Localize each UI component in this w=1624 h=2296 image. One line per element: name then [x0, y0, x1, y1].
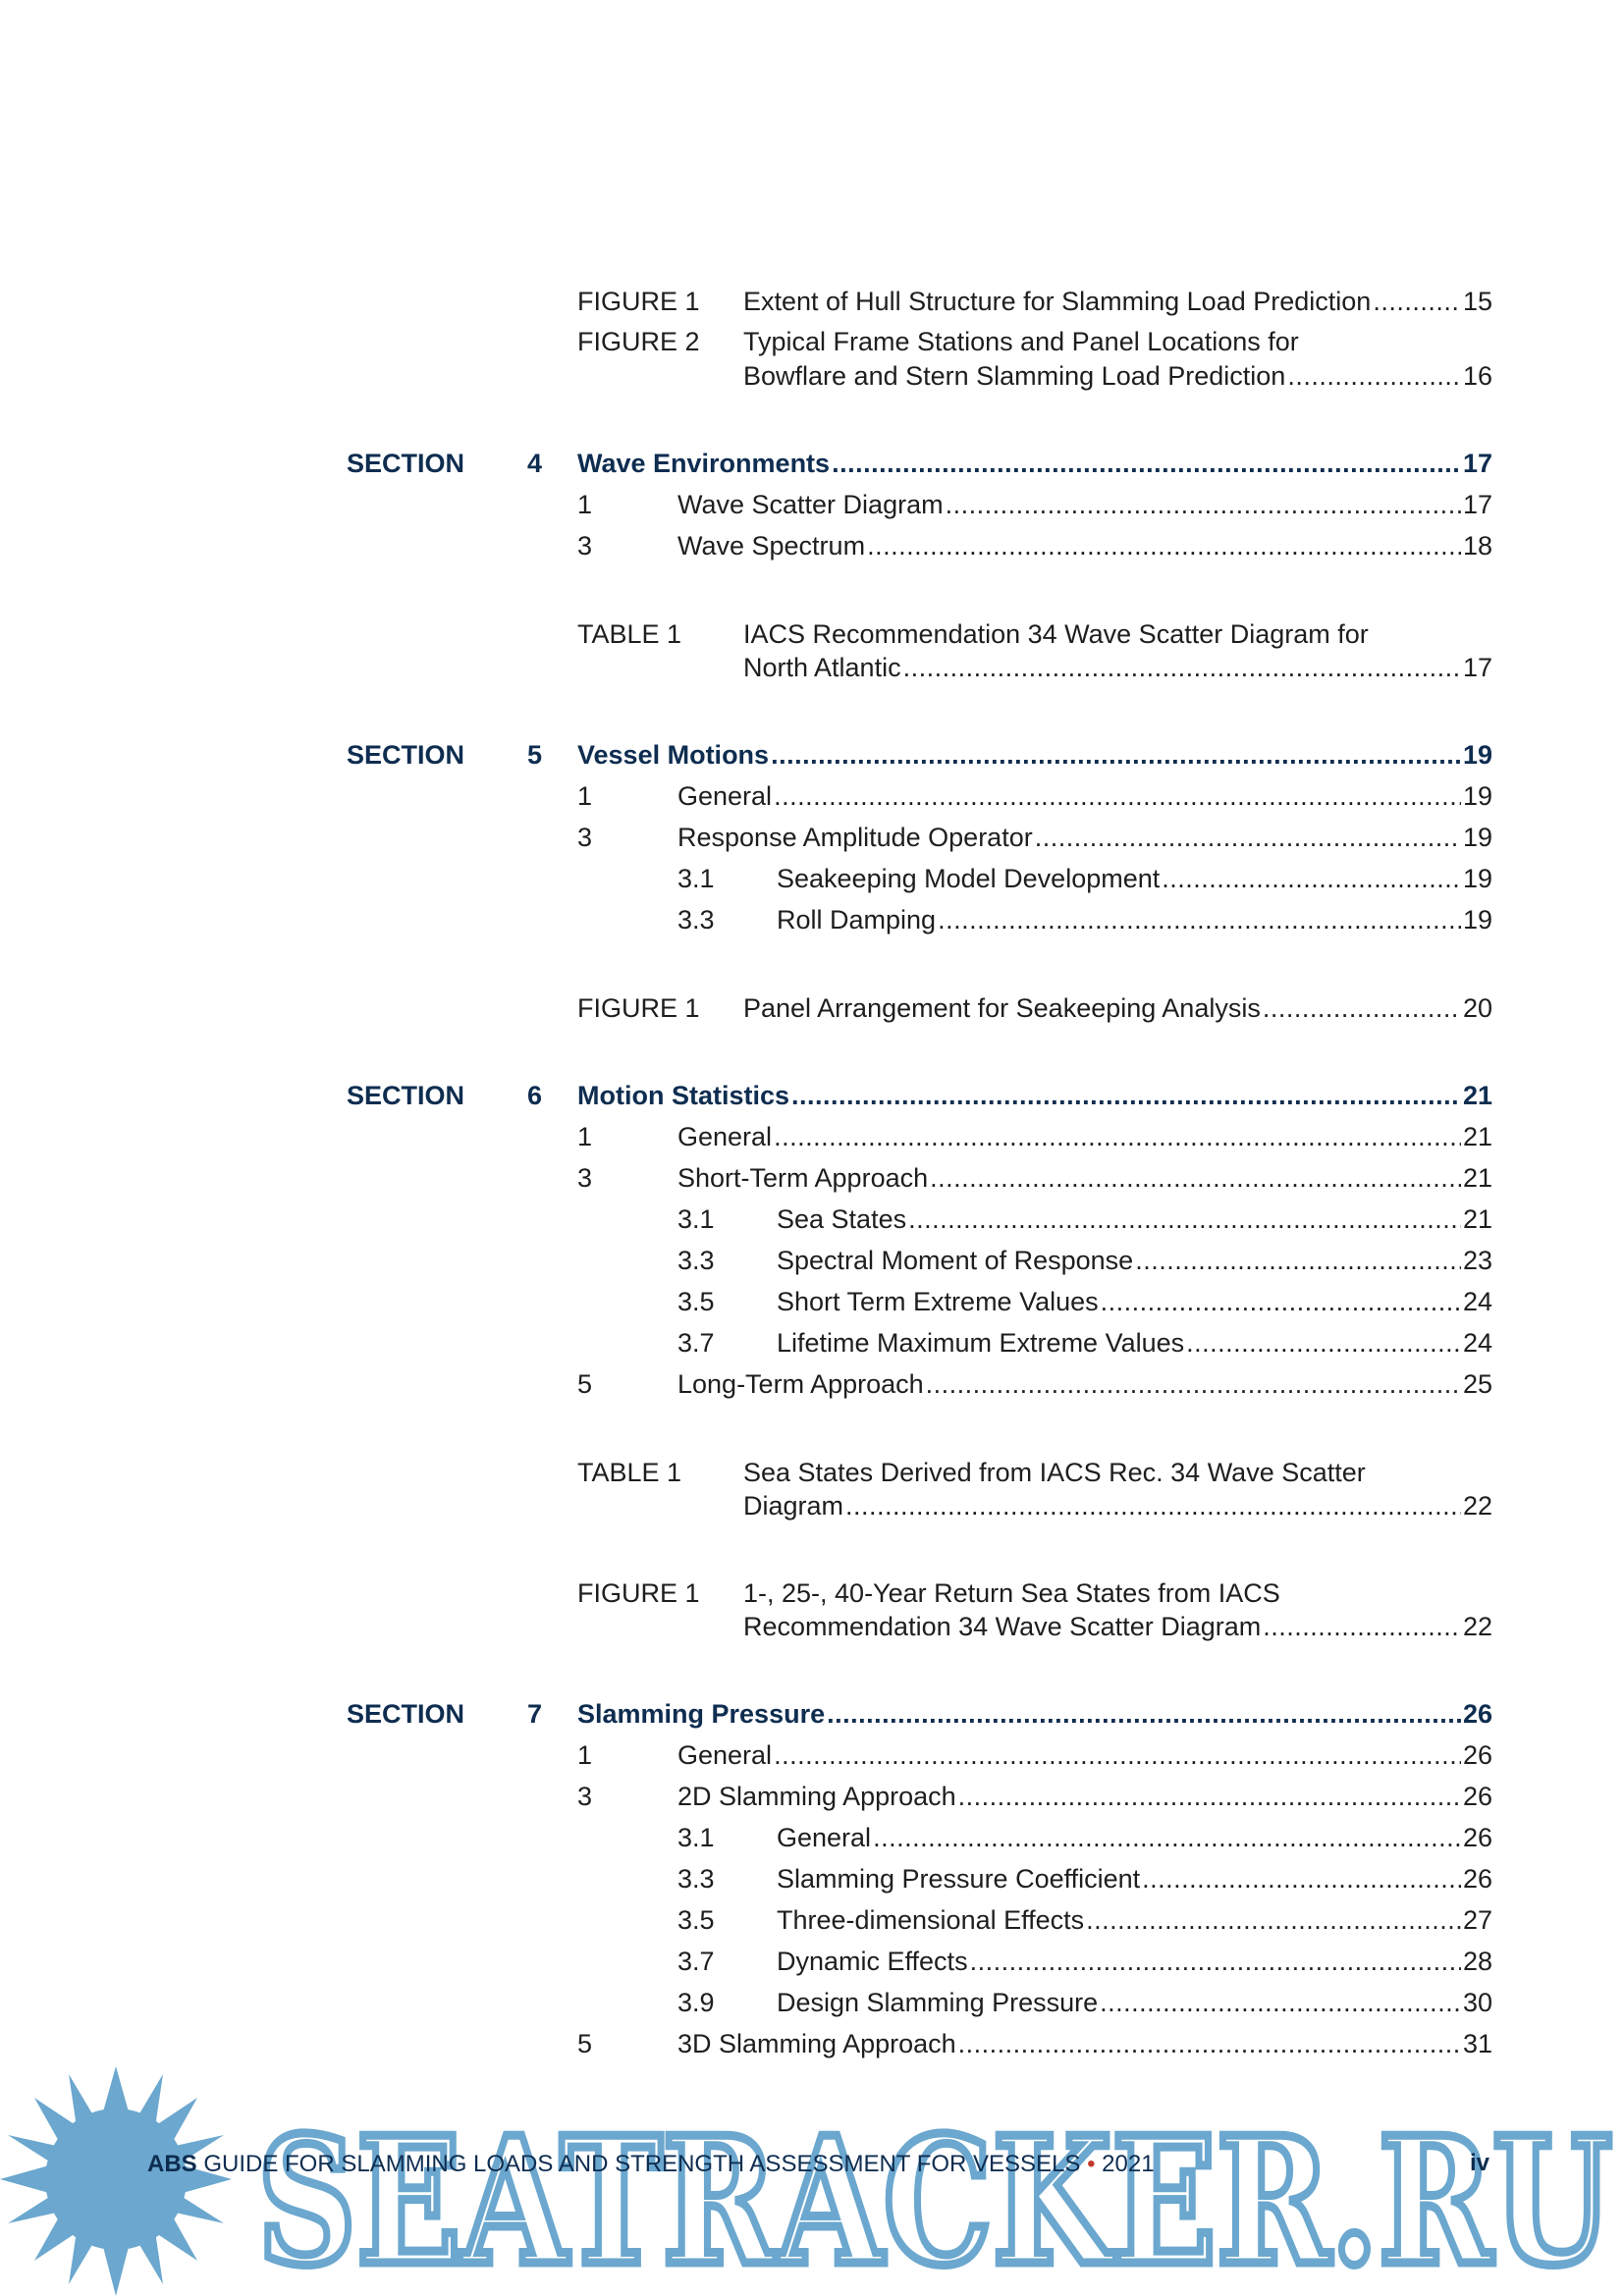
leader-dots	[771, 738, 1461, 772]
section-number: 5	[527, 740, 543, 770]
entry-title: General	[677, 1740, 773, 1770]
toc-entry[interactable]	[677, 1367, 1492, 1401]
leader-dots	[867, 529, 1461, 562]
page-number: 22	[1462, 1612, 1492, 1641]
subitem-number: 3.7	[677, 1328, 715, 1358]
footer-page-number: iv	[1470, 2150, 1490, 2176]
leader-dots	[1162, 862, 1461, 895]
leader-dots	[1135, 1244, 1461, 1277]
leader-dots	[1186, 1326, 1461, 1360]
item-number: 3	[577, 531, 593, 561]
section-label: SECTION	[347, 449, 465, 478]
page-number: 26	[1462, 1823, 1492, 1852]
table-label: TABLE 1	[577, 1458, 682, 1487]
section-title: Motion Statistics	[577, 1081, 790, 1110]
entry-title: Wave Scatter Diagram	[677, 490, 944, 519]
subitem-number: 3.3	[677, 1864, 715, 1894]
entry-title: Design Slamming Pressure	[777, 1988, 1099, 2017]
leader-dots	[774, 779, 1461, 813]
section-title: Slamming Pressure	[577, 1699, 826, 1729]
leader-dots	[903, 651, 1461, 684]
page-number: 28	[1462, 1947, 1492, 1976]
section-label: SECTION	[347, 740, 465, 770]
toc-entry[interactable]	[677, 1780, 1492, 1813]
section-heading[interactable]	[577, 447, 1492, 480]
entry-title: Slamming Pressure Coefficient	[777, 1864, 1141, 1894]
page-number: 30	[1462, 1988, 1492, 2017]
toc-entry[interactable]	[677, 2027, 1492, 2060]
table-label: TABLE 1	[577, 619, 682, 649]
item-number: 1	[577, 1122, 593, 1151]
toc-entry[interactable]	[677, 488, 1492, 521]
entry-title: Typical Frame Stations and Panel Locations for	[743, 327, 1299, 356]
toc-entry[interactable]	[743, 285, 1492, 318]
subitem-number: 3.1	[677, 864, 715, 893]
item-number: 3	[577, 1782, 593, 1811]
entry-title: Bowflare and Stern Slamming Load Prediction	[743, 361, 1286, 391]
page-number: 17	[1462, 653, 1492, 682]
page-footer	[147, 2150, 1155, 2179]
page-number: 15	[1462, 287, 1492, 316]
item-number: 1	[577, 1740, 593, 1770]
toc-entry[interactable]	[777, 1244, 1492, 1277]
section-title: Wave Environments	[577, 449, 831, 478]
section-heading[interactable]	[577, 1079, 1492, 1112]
item-number: 1	[577, 490, 593, 519]
item-number: 1	[577, 781, 593, 811]
item-number: 3	[577, 823, 593, 852]
leader-dots	[1100, 1986, 1461, 2019]
toc-entry[interactable]	[777, 1986, 1492, 2019]
toc-entry[interactable]	[743, 651, 1492, 684]
page-number: 17	[1462, 490, 1492, 519]
entry-title: Sea States Derived from IACS Rec. 34 Wave Scatter	[743, 1458, 1366, 1487]
footer-brand: ABS	[147, 2151, 197, 2177]
watermark-text: SEATRACKER.RU	[257, 2099, 1612, 2296]
page-number: 24	[1462, 1328, 1492, 1358]
footer-bullet: •	[1087, 2151, 1096, 2177]
subitem-number: 3.3	[677, 905, 715, 934]
entry-title: General	[777, 1823, 872, 1852]
page-number: 21	[1462, 1204, 1492, 1234]
toc-entry[interactable]	[777, 903, 1492, 936]
page-number: 19	[1462, 740, 1492, 770]
leader-dots	[1287, 359, 1461, 393]
entry-title: Recommendation 34 Wave Scatter Diagram	[743, 1612, 1262, 1641]
page-number: 19	[1462, 864, 1492, 893]
leader-dots	[1035, 821, 1461, 854]
entry-title: Response Amplitude Operator	[677, 823, 1033, 852]
section-number: 7	[527, 1699, 543, 1729]
leader-dots	[1263, 1610, 1461, 1643]
page-number: 26	[1462, 1782, 1492, 1811]
toc-entry[interactable]	[777, 1326, 1492, 1360]
subitem-number: 3.9	[677, 1988, 715, 2017]
leader-dots	[832, 447, 1461, 480]
figure-label: FIGURE 1	[577, 1578, 700, 1608]
subitem-number: 3.3	[677, 1246, 715, 1275]
section-heading[interactable]	[577, 1697, 1492, 1731]
page-number: 25	[1462, 1369, 1492, 1399]
leader-dots	[1086, 1903, 1461, 1937]
entry-title: Spectral Moment of Response	[777, 1246, 1134, 1275]
section-number: 4	[527, 449, 543, 478]
page-number: 16	[1462, 361, 1492, 391]
entry-title: General	[677, 781, 773, 811]
leader-dots	[845, 1489, 1461, 1522]
item-number: 3	[577, 1163, 593, 1193]
leader-dots	[873, 1821, 1461, 1854]
page-number: 27	[1462, 1905, 1492, 1935]
entry-title: Seakeeping Model Development	[777, 864, 1161, 893]
subitem-number: 3.1	[677, 1204, 715, 1234]
section-label: SECTION	[347, 1699, 465, 1729]
page-number: 19	[1462, 823, 1492, 852]
leader-dots	[930, 1161, 1461, 1195]
leader-dots	[1373, 285, 1461, 318]
toc-entry[interactable]	[743, 359, 1492, 393]
leader-dots	[1101, 1285, 1461, 1318]
toc-entry[interactable]	[777, 1821, 1492, 1854]
page-number: 23	[1462, 1246, 1492, 1275]
page-number: 31	[1462, 2029, 1492, 2058]
entry-title: 3D Slamming Approach	[677, 2029, 956, 2058]
toc-entry[interactable]	[777, 1285, 1492, 1318]
watermark	[0, 2066, 1624, 2296]
entry-title: Panel Arrangement for Seakeeping Analysis	[743, 993, 1261, 1023]
page-number: 26	[1462, 1699, 1492, 1729]
leader-dots	[774, 1120, 1461, 1153]
toc-entry[interactable]	[743, 1610, 1492, 1643]
section-title: Vessel Motions	[577, 740, 770, 770]
sun-burst-icon	[0, 2066, 232, 2296]
toc-entry[interactable]	[777, 1202, 1492, 1236]
subitem-number: 3.1	[677, 1823, 715, 1852]
page-number: 21	[1462, 1122, 1492, 1151]
subitem-number: 3.5	[677, 1905, 715, 1935]
toc-entry[interactable]	[777, 1945, 1492, 1978]
leader-dots	[827, 1697, 1461, 1731]
leader-dots	[774, 1738, 1461, 1772]
toc-entry[interactable]	[677, 1161, 1492, 1195]
page-number: 17	[1462, 449, 1492, 478]
toc-entry[interactable]	[677, 529, 1492, 562]
toc-entry[interactable]	[777, 1903, 1492, 1937]
entry-title: North Atlantic	[743, 653, 901, 682]
leader-dots	[946, 488, 1461, 521]
entry-title: Dynamic Effects	[777, 1947, 968, 1976]
toc-entry[interactable]	[677, 1120, 1492, 1153]
toc-entry[interactable]	[777, 862, 1492, 895]
entry-title: IACS Recommendation 34 Wave Scatter Diagram for	[743, 619, 1369, 649]
footer-title: GUIDE FOR SLAMMING LOADS AND STRENGTH ASSESSMENT FOR VESSELS	[203, 2151, 1081, 2177]
section-label: SECTION	[347, 1081, 465, 1110]
leader-dots	[908, 1202, 1461, 1236]
figure-label: FIGURE 2	[577, 327, 700, 356]
entry-title: General	[677, 1122, 773, 1151]
item-number: 5	[577, 1369, 593, 1399]
leader-dots	[958, 2027, 1461, 2060]
subitem-number: 3.5	[677, 1287, 715, 1316]
toc-entry[interactable]	[677, 1738, 1492, 1772]
page-number: 22	[1462, 1491, 1492, 1521]
entry-title: Sea States	[777, 1204, 907, 1234]
entry-title: 2D Slamming Approach	[677, 1782, 956, 1811]
section-number: 6	[527, 1081, 543, 1110]
entry-title: Wave Spectrum	[677, 531, 866, 561]
leader-dots	[926, 1367, 1461, 1401]
page-number: 26	[1462, 1864, 1492, 1894]
toc-entry[interactable]	[677, 821, 1492, 854]
figure-label: FIGURE 1	[577, 993, 700, 1023]
entry-title: Lifetime Maximum Extreme Values	[777, 1328, 1185, 1358]
leader-dots	[970, 1945, 1461, 1978]
toc-entry[interactable]	[777, 1862, 1492, 1896]
section-heading[interactable]	[577, 738, 1492, 772]
entry-title: Diagram	[743, 1491, 844, 1521]
entry-title: Short-Term Approach	[677, 1163, 929, 1193]
entry-title: 1-, 25-, 40-Year Return Sea States from IACS	[743, 1578, 1280, 1608]
toc-entry[interactable]	[743, 991, 1492, 1025]
entry-title: Long-Term Approach	[677, 1369, 924, 1399]
leader-dots	[1142, 1862, 1461, 1896]
entry-title: Short Term Extreme Values	[777, 1287, 1099, 1316]
leader-dots	[958, 1780, 1461, 1813]
page-number: 24	[1462, 1287, 1492, 1316]
toc-entry[interactable]	[743, 1489, 1492, 1522]
footer-year: 2021	[1102, 2151, 1155, 2177]
page-number: 19	[1462, 781, 1492, 811]
item-number: 5	[577, 2029, 593, 2058]
leader-dots	[1263, 991, 1461, 1025]
entry-title: Extent of Hull Structure for Slamming Load Prediction	[743, 287, 1372, 316]
page-number: 21	[1462, 1081, 1492, 1110]
leader-dots	[938, 903, 1461, 936]
page-number: 26	[1462, 1740, 1492, 1770]
leader-dots	[791, 1079, 1461, 1112]
page-number: 21	[1462, 1163, 1492, 1193]
page-number: 20	[1462, 993, 1492, 1023]
page-number: 19	[1462, 905, 1492, 934]
entry-title: Three-dimensional Effects	[777, 1905, 1085, 1935]
entry-title: Roll Damping	[777, 905, 937, 934]
page-number: 18	[1462, 531, 1492, 561]
subitem-number: 3.7	[677, 1947, 715, 1976]
figure-label: FIGURE 1	[577, 287, 700, 316]
toc-entry[interactable]	[677, 779, 1492, 813]
